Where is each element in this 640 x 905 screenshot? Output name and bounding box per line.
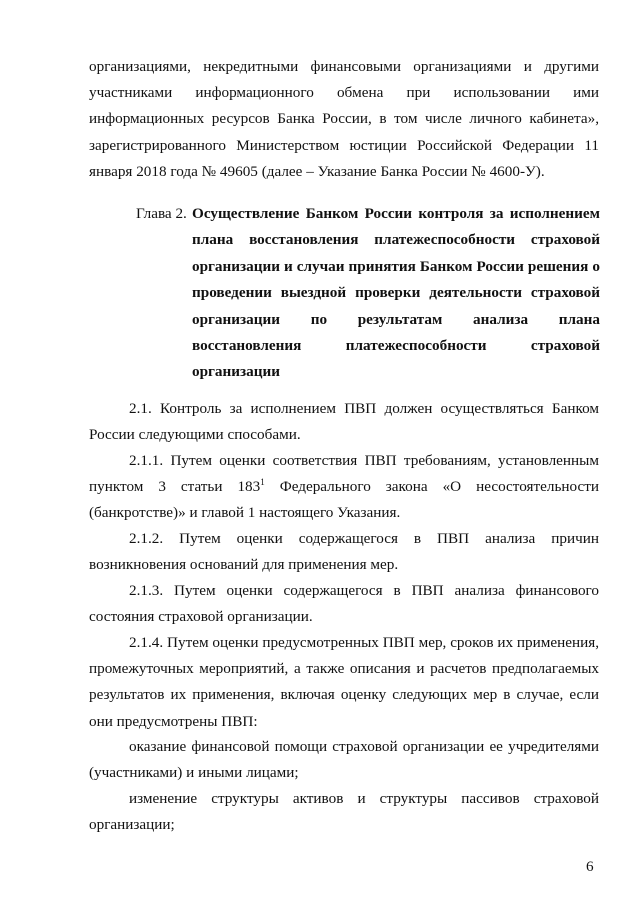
chapter-label: Глава 2. xyxy=(136,205,187,222)
chapter-heading xyxy=(136,201,600,386)
paragraph-2-1-3: 2.1.3. Путем оценки содержащегося в ПВП анализа финансового состояния страховой организации. xyxy=(89,582,599,626)
list-item-financial-aid: оказание финансовой помощи страховой организации ее учредителями (участниками) и иными лицами; xyxy=(89,738,599,782)
page-number: 6 xyxy=(586,858,594,875)
paragraph-continuation: организациями, некредитными финансовыми организациями и другими участниками информационного обмена при использовании ими информационных ресурсов Банка России, в том числе личного кабинета», зарегистрированного Министерством юстиции Российской Федерации 11 января 2018 года № 49605 (далее – Указание Банка России № 4600-У). xyxy=(89,58,599,180)
paragraph-2-1-1-text-a: 2.1.1. Путем оценки соответствия ПВП требованиям, установленным пунктом 3 статьи 183 xyxy=(89,452,599,496)
list-item-asset-structure: изменение структуры активов и структуры пассивов страховой организации; xyxy=(89,790,599,834)
paragraph-2-1-4: 2.1.4. Путем оценки предусмотренных ПВП мер, сроков их применения, промежуточных мероприятий, а также описания и расчетов предполагаемых результатов их применения, включая оценку следующих мер в случае, если они предусмотрены ПВП: xyxy=(89,634,599,730)
paragraph-2-1-1 xyxy=(89,448,599,527)
paragraph-2-1-1-text-b: Федерального закона «О несостоятельности (банкротстве)» и главой 1 настоящего Указания. xyxy=(89,478,599,522)
paragraph-2-1-2: 2.1.2. Путем оценки содержащегося в ПВП анализа причин возникновения оснований для применения мер. xyxy=(89,530,599,574)
superscript-1: 1 xyxy=(260,477,265,488)
chapter-title: Осуществление Банком России контроля за исполнением плана восстановления платежеспособности страховой организации и случаи принятия Банком России решения о проведении выездной проверки деятельности страховой организации по результатам анализа плана восстановления платежеспособности страховой организации xyxy=(192,205,600,381)
paragraph-2-1: 2.1. Контроль за исполнением ПВП должен осуществляться Банком России следующими способами. xyxy=(89,400,599,444)
